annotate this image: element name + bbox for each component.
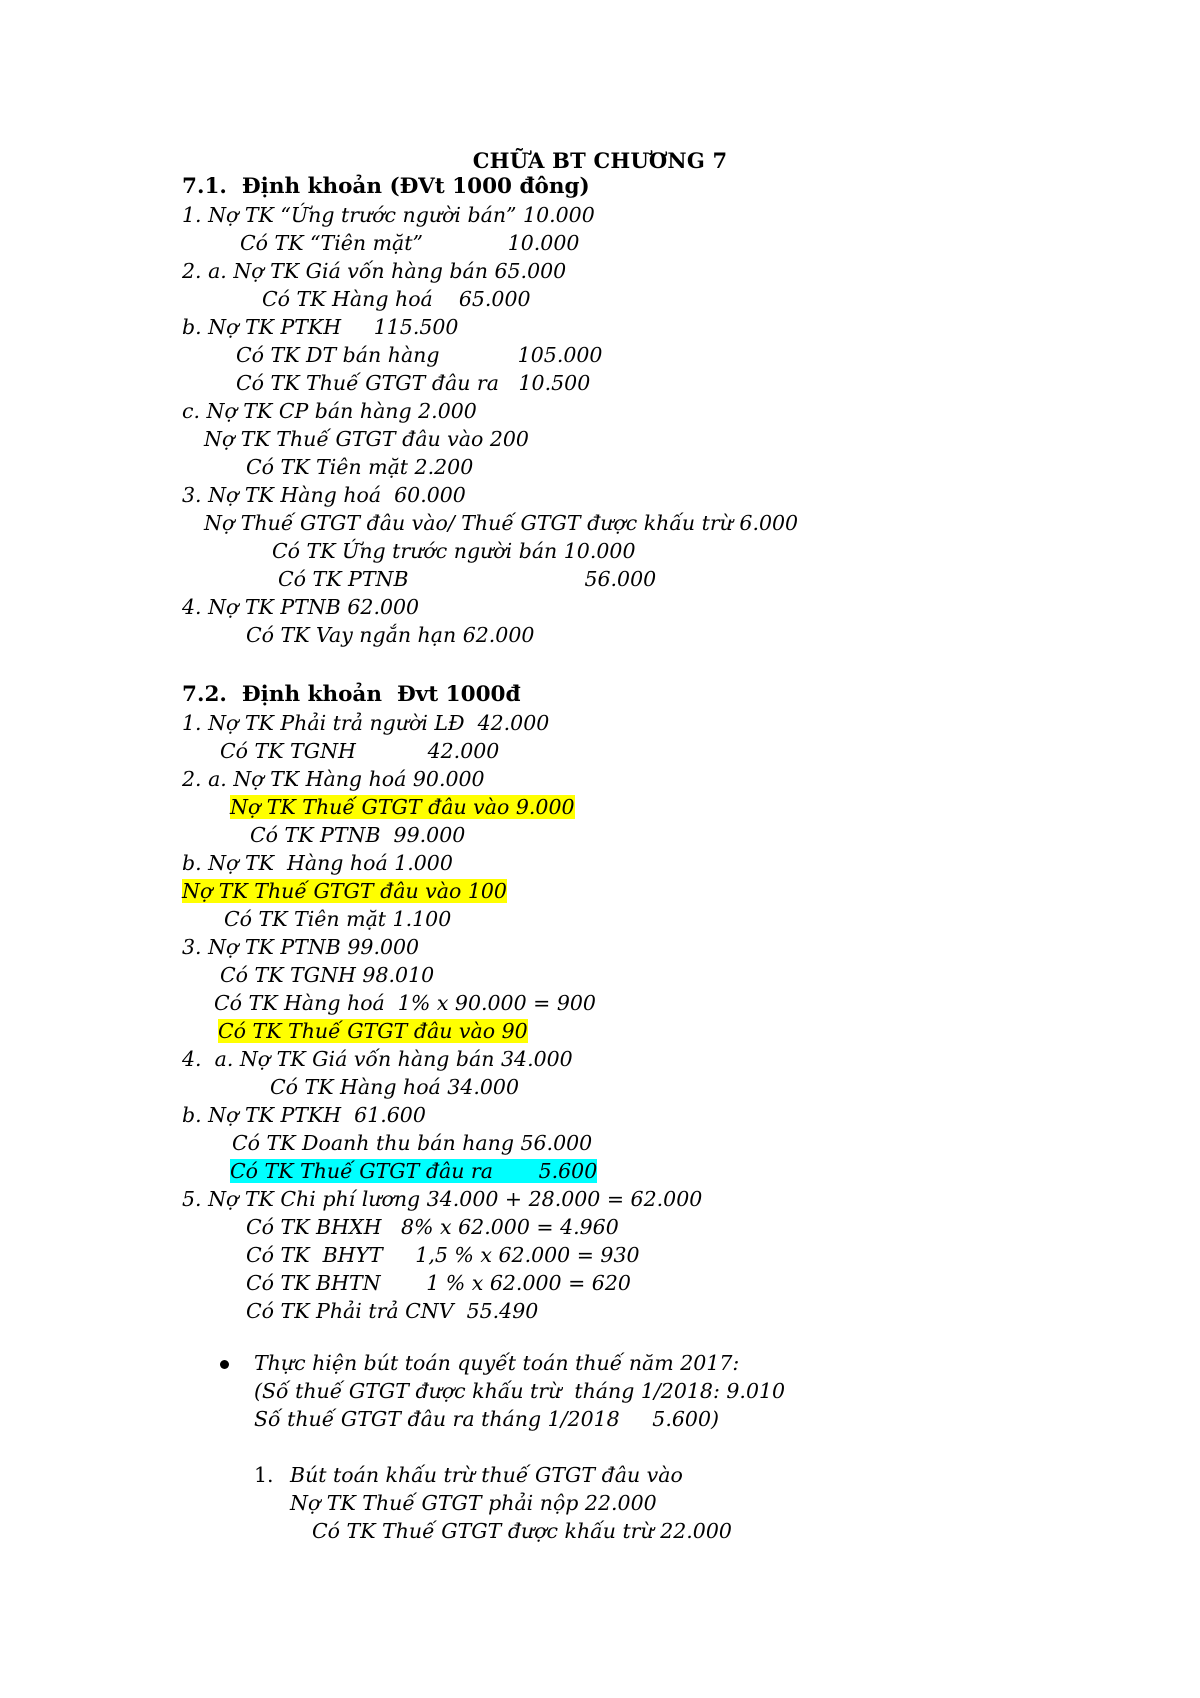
entry-line: 1. Nợ TK “Ứng trước người bán” 10.000	[182, 203, 595, 227]
entry-line-highlighted	[230, 1158, 597, 1184]
bullet-text: Số thuế GTGT đâu ra tháng 1/2018 5.600)	[254, 1407, 719, 1431]
entry-line: Nợ Thuế GTGT đâu vào/ Thuế GTGT được khấu trừ 6.000	[204, 511, 799, 535]
entry-line: Có TK Tiên mặt 1.100	[224, 907, 452, 931]
entry-line: b. Nợ TK PTKH 115.500	[182, 315, 459, 339]
bullet-text: Thực hiện bút toán quyết toán thuế năm 2017:	[254, 1351, 740, 1375]
entry-line: Có TK Hàng hoá 1% x 90.000 = 900	[214, 991, 596, 1015]
numbered-text: Bút toán khấu trừ thuế GTGT đâu vào	[290, 1463, 683, 1487]
entry-line: Có TK PTNB 56.000	[278, 567, 657, 591]
numbered-text: Nợ TK Thuế GTGT phải nộp 22.000	[290, 1491, 657, 1515]
entry-line: Có TK Ứng trước người bán 10.000	[272, 539, 636, 563]
bullet-icon	[220, 1360, 229, 1369]
section-heading-7-1: 7.1. Định khoản (ĐVt 1000 đông)	[182, 174, 590, 199]
entry-line: c. Nợ TK CP bán hàng 2.000	[182, 399, 477, 423]
highlight-mark: Nợ TK Thuế GTGT đâu vào 100	[182, 879, 507, 903]
entry-line: Có TK “Tiên mặt” 10.000	[240, 231, 580, 255]
entry-line: Có TK DT bán hàng 105.000	[236, 343, 603, 367]
entry-line: Có TK Phải trả CNV 55.490	[246, 1299, 539, 1323]
entry-line: Có TK Hàng hoá 34.000	[270, 1075, 520, 1099]
entry-line: 4. Nợ TK PTNB 62.000	[182, 595, 420, 619]
entry-line-highlighted	[182, 878, 507, 904]
section-heading-7-2: 7.2. Định khoản Đvt 1000đ	[182, 682, 521, 707]
document-title: CHỮA BT CHƯƠNG 7	[472, 148, 728, 173]
list-number: 1.	[254, 1463, 274, 1487]
numbered-text: Có TK Thuế GTGT được khấu trừ 22.000	[312, 1519, 732, 1543]
entry-line: 2. a. Nợ TK Hàng hoá 90.000	[182, 767, 485, 791]
entry-line: 4. a. Nợ TK Giá vốn hàng bán 34.000	[182, 1047, 573, 1071]
entry-line-highlighted	[230, 794, 575, 820]
entry-line: 3. Nợ TK PTNB 99.000	[182, 935, 420, 959]
highlight-mark: Nợ TK Thuế GTGT đâu vào 9.000	[230, 795, 575, 819]
highlight-mark: Có TK Thuế GTGT đâu vào 90	[218, 1019, 528, 1043]
entry-line: Có TK Thuế GTGT đâu ra 10.500	[236, 371, 591, 395]
highlight-mark: Có TK Thuế GTGT đâu ra 5.600	[230, 1159, 598, 1183]
entry-line: Có TK Vay ngắn hạn 62.000	[246, 623, 535, 647]
entry-line: 3. Nợ TK Hàng hoá 60.000	[182, 483, 466, 507]
entry-line: Có TK BHYT 1,5 % x 62.000 = 930	[246, 1243, 640, 1267]
entry-line: b. Nợ TK PTKH 61.600	[182, 1103, 426, 1127]
entry-line: Có TK BHTN 1 % x 62.000 = 620	[246, 1271, 631, 1295]
entry-line: b. Nợ TK Hàng hoá 1.000	[182, 851, 453, 875]
entry-line: Có TK TGNH 42.000	[220, 739, 500, 763]
entry-line: 2. a. Nợ TK Giá vốn hàng bán 65.000	[182, 259, 567, 283]
entry-line-highlighted	[218, 1018, 528, 1044]
entry-line: Có TK Tiên mặt 2.200	[246, 455, 474, 479]
entry-line: Có TK Doanh thu bán hang 56.000	[232, 1131, 593, 1155]
entry-line: Có TK BHXH 8% x 62.000 = 4.960	[246, 1215, 619, 1239]
entry-line: Có TK TGNH 98.010	[220, 963, 435, 987]
entry-line: Có TK PTNB 99.000	[250, 823, 466, 847]
entry-line: 5. Nợ TK Chi phí lương 34.000 + 28.000 = 62.000	[182, 1187, 703, 1211]
bullet-text: (Số thuế GTGT được khấu trừ tháng 1/2018: 9.010	[254, 1379, 786, 1403]
entry-line: Nợ TK Thuế GTGT đâu vào 200	[204, 427, 529, 451]
entry-line: Có TK Hàng hoá 65.000	[262, 287, 531, 311]
entry-line: 1. Nợ TK Phải trả người LĐ 42.000	[182, 711, 550, 735]
